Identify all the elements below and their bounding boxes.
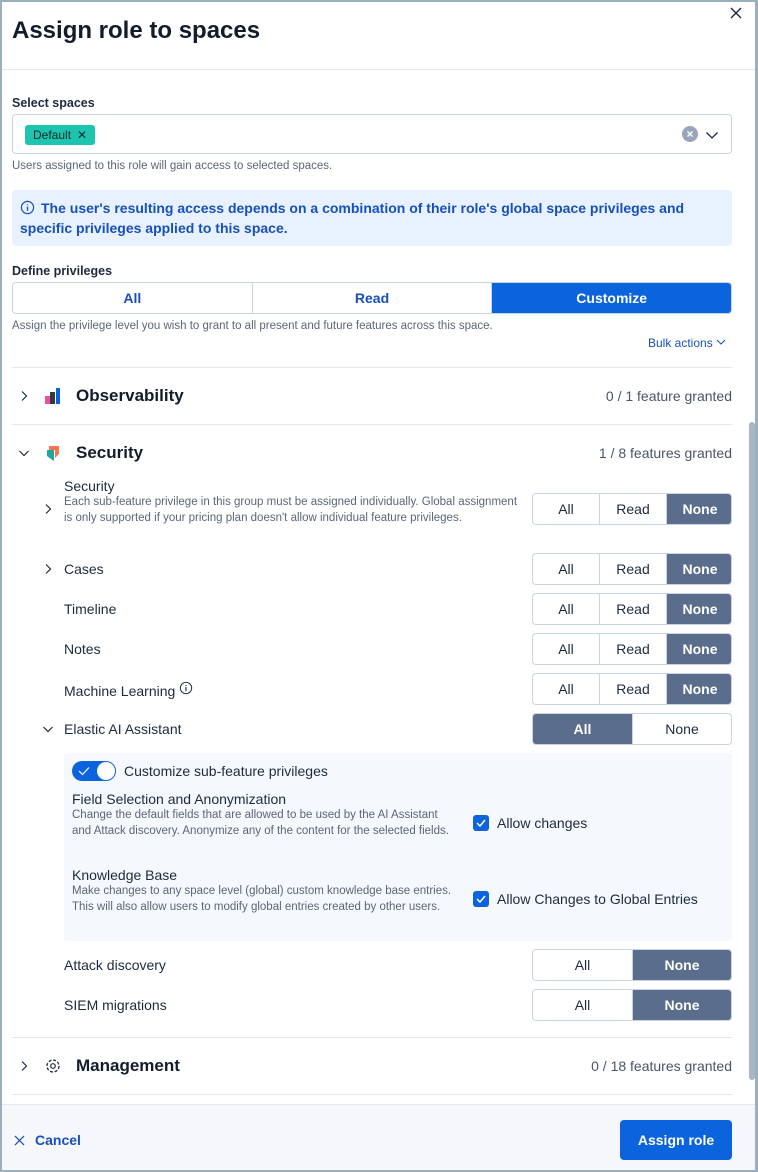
feature-desc: Each sub-feature privilege in this group must be assigned individually. Global assignment is only supported if your pricing plan doesn't allow individual feature privileges. <box>64 496 518 524</box>
chevron-down-icon[interactable] <box>42 723 54 735</box>
customize-toggle[interactable] <box>72 761 116 781</box>
privilege-all-button[interactable]: All <box>533 634 600 664</box>
close-icon[interactable] <box>728 5 744 21</box>
privilege-all-button[interactable]: All <box>533 714 633 744</box>
feature-count: 0 / 1 feature granted <box>605 388 732 404</box>
feature-name: Elastic AI Assistant <box>64 721 182 737</box>
space-pill-label: Default <box>33 128 72 142</box>
feature-name: SIEM migrations <box>64 997 167 1013</box>
feature-privilege-group[interactable] <box>532 633 732 665</box>
privilege-all-button[interactable]: All <box>533 674 600 704</box>
privilege-read-button[interactable]: Read <box>600 674 667 704</box>
privilege-read-button[interactable]: Read <box>600 494 667 524</box>
divider <box>12 1094 732 1095</box>
flyout-footer <box>0 1104 758 1172</box>
privilege-none-button[interactable]: None <box>633 950 731 980</box>
section-title: Management <box>76 1056 180 1075</box>
space-pill <box>25 125 95 145</box>
sub-feature-item <box>72 791 452 839</box>
feature-count: 0 / 18 features granted <box>591 1058 732 1074</box>
info-icon <box>20 200 35 215</box>
privilege-none-button[interactable]: None <box>667 634 732 664</box>
privilege-all-button[interactable]: All <box>533 950 633 980</box>
toggle-label: Customize sub-feature privileges <box>124 763 328 779</box>
feature-privilege-group[interactable] <box>532 713 732 745</box>
section-observability[interactable] <box>12 368 732 424</box>
privilege-read-button[interactable]: Read <box>600 554 667 584</box>
feature-name-block <box>64 957 524 973</box>
feature-name: Attack discovery <box>64 957 166 973</box>
callout-text: The user's resulting access depends on a combination of their role's global space privileges and specific privileges applied to this space. <box>20 200 685 236</box>
spaces-label: Select spaces <box>12 96 95 110</box>
info-callout <box>12 190 732 246</box>
feature-name-block <box>64 997 524 1013</box>
spaces-combobox[interactable] <box>12 114 732 154</box>
sub-feature-item <box>72 867 452 915</box>
privilege-level-group[interactable] <box>12 282 732 314</box>
chevron-down-icon <box>716 337 726 347</box>
privileges-help: Assign the privilege level you wish to grant to all present and future features across this space. <box>12 320 493 332</box>
cancel-button[interactable] <box>14 1132 81 1148</box>
feature-name-block <box>64 721 524 737</box>
bulk-actions-button[interactable] <box>648 336 726 350</box>
assign-role-button[interactable]: Assign role <box>620 1120 732 1160</box>
privilege-all-button[interactable]: All <box>13 283 253 313</box>
observability-logo-icon <box>44 387 62 405</box>
feature-name-block <box>64 681 524 699</box>
feature-privilege-group[interactable] <box>532 989 732 1021</box>
feature-name: Notes <box>64 641 101 657</box>
chevron-right-icon[interactable] <box>42 563 54 575</box>
checkbox-label: Allow changes <box>497 815 588 831</box>
sub-feature-desc: Make changes to any space level (global) custom knowledge base entries. This will also allow users to modify global entries created by other users. <box>72 885 452 913</box>
feature-name-block <box>64 601 524 617</box>
sub-feature-title: Field Selection and Anonymization <box>72 791 287 807</box>
privilege-none-button[interactable]: None <box>667 594 732 624</box>
section-security[interactable] <box>12 425 732 481</box>
feature-privilege-group[interactable] <box>532 949 732 981</box>
privilege-customize-button[interactable]: Customize <box>492 283 731 313</box>
feature-name: Cases <box>64 561 104 577</box>
section-title: Security <box>76 443 144 462</box>
sub-feature-title: Knowledge Base <box>72 867 178 883</box>
feature-name: Security <box>64 478 115 494</box>
allow-global-entries-checkbox[interactable] <box>473 891 489 907</box>
check-icon <box>78 766 90 776</box>
clear-icon[interactable] <box>682 126 698 142</box>
header-divider <box>0 69 758 70</box>
chevron-right-icon[interactable] <box>42 503 54 515</box>
privileges-label: Define privileges <box>12 264 113 278</box>
bulk-actions-label: Bulk actions <box>648 336 713 350</box>
privilege-none-button[interactable]: None <box>667 674 732 704</box>
gear-icon <box>44 1057 62 1075</box>
info-icon[interactable] <box>175 683 193 699</box>
scrollbar[interactable] <box>749 422 755 1080</box>
section-title: Observability <box>76 386 184 405</box>
chevron-right-icon[interactable] <box>18 390 30 402</box>
remove-pill-icon[interactable]: ✕ <box>77 128 88 142</box>
feature-name-block <box>64 561 524 577</box>
privilege-none-button[interactable]: None <box>665 721 699 737</box>
feature-privilege-group[interactable] <box>532 673 732 705</box>
feature-name-block <box>64 641 524 657</box>
allow-changes-checkbox[interactable] <box>473 815 489 831</box>
feature-name-block <box>64 478 524 526</box>
security-logo-icon <box>44 444 62 462</box>
checkbox-label: Allow Changes to Global Entries <box>497 891 698 907</box>
chevron-down-icon[interactable] <box>18 447 30 459</box>
privilege-all-button[interactable]: All <box>533 554 600 584</box>
privilege-all-button[interactable]: All <box>533 594 600 624</box>
check-icon <box>473 815 489 831</box>
flyout-title: Assign role to spaces <box>12 17 261 44</box>
spaces-help: Users assigned to this role will gain access to selected spaces. <box>12 160 333 172</box>
check-icon <box>473 891 489 907</box>
feature-count: 1 / 8 features granted <box>598 445 732 461</box>
privilege-all-button[interactable]: All <box>533 494 600 524</box>
privilege-none-button[interactable]: None <box>633 990 731 1020</box>
feature-privilege-group[interactable] <box>532 593 732 625</box>
section-management[interactable] <box>12 1038 732 1094</box>
feature-privilege-group[interactable] <box>532 493 732 525</box>
feature-name: Machine Learning <box>64 683 176 699</box>
feature-privilege-group[interactable] <box>532 553 732 585</box>
privilege-none-button[interactable]: None <box>667 494 732 524</box>
privilege-read-button[interactable]: Read <box>600 594 667 624</box>
privilege-read-button[interactable]: Read <box>600 634 667 664</box>
privilege-read-button[interactable]: Read <box>253 283 493 313</box>
privilege-none-button[interactable]: None <box>667 554 732 584</box>
sub-feature-panel <box>64 753 732 941</box>
sub-feature-desc: Change the default fields that are allowed to be used by the AI Assistant and Attack discovery. Anonymize any of the content for the selected fields. <box>72 809 449 837</box>
chevron-right-icon[interactable] <box>18 1060 30 1072</box>
chevron-down-icon[interactable] <box>705 128 719 142</box>
feature-name: Timeline <box>64 601 117 617</box>
cancel-label: Cancel <box>35 1132 81 1148</box>
close-icon <box>14 1135 25 1146</box>
privilege-all-button[interactable]: All <box>533 990 633 1020</box>
